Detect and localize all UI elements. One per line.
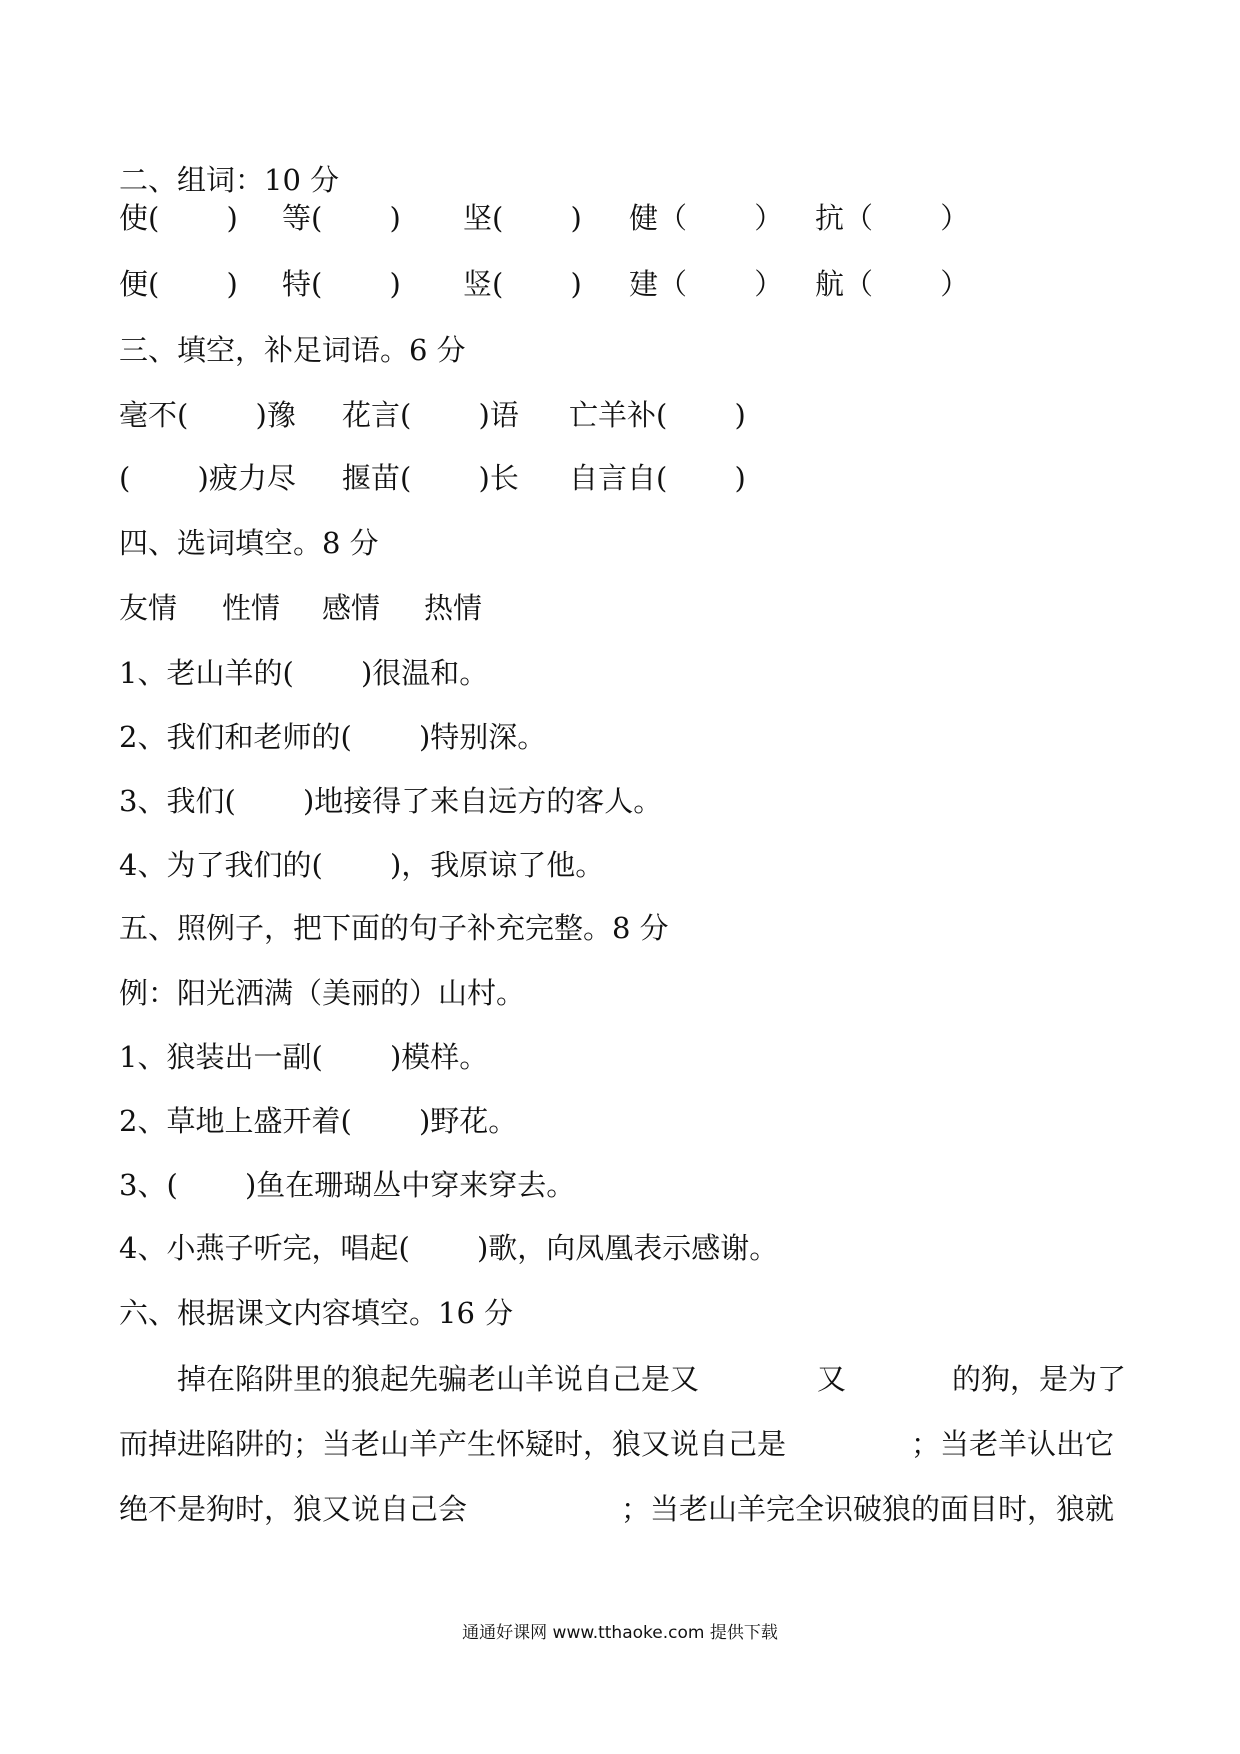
idiom-blank: 自言自( ) (569, 461, 746, 495)
paragraph-text: 绝不是狗时，狼又说自己会 (119, 1492, 468, 1526)
choice-word: 性情 (222, 591, 281, 625)
idiom-blank: ( )疲力尽 (119, 461, 296, 495)
footer-source: 通通好课网 www.tthaoke.com 提供下载 (462, 1623, 778, 1643)
section-3-heading: 三、填空，补足词语。6 分 (119, 333, 466, 367)
choice-word: 感情 (322, 591, 381, 625)
paragraph-line-1 (119, 1359, 1129, 1399)
section-4-item-4: 4、为了我们的( )，我原谅了他。 (119, 848, 605, 882)
paragraph-text: 的狗，是为了 (952, 1362, 1127, 1396)
idiom-blank: 亡羊补( ) (569, 398, 746, 432)
word-blank: 抗（ ） (815, 201, 970, 235)
choice-word: 热情 (424, 591, 483, 625)
section-4-item-2: 2、我们和老师的( )特别深。 (119, 720, 547, 754)
paragraph-text: 又 (817, 1362, 847, 1396)
section-5-heading: 五、照例子，把下面的句子补充完整。8 分 (119, 911, 669, 945)
paragraph-text: 掉在陷阱里的狼起先骗老山羊说自己是又 (119, 1362, 700, 1396)
word-blank: 竖( ) (463, 267, 582, 301)
word-blank: 建（ ） (629, 267, 784, 301)
paragraph-text: 而掉进陷阱的；当老山羊产生怀疑时，狼又说自己是 (119, 1427, 787, 1461)
paragraph-line-3 (119, 1489, 1129, 1529)
word-blank: 便( ) (119, 267, 238, 301)
section-4-item-1: 1、老山羊的( )很温和。 (119, 656, 489, 690)
paragraph-text: ；当老羊认出它 (911, 1427, 1115, 1461)
word-blank: 特( ) (282, 267, 401, 301)
paragraph-text: ；当老山羊完全识破狼的面目时，狼就 (621, 1492, 1115, 1526)
word-blank: 坚( ) (463, 201, 582, 235)
paragraph-line-2 (119, 1424, 1129, 1464)
idiom-blank: 揠苗( )长 (342, 461, 519, 495)
section-4-heading: 四、选词填空。8 分 (119, 526, 379, 560)
word-blank: 等( ) (282, 201, 401, 235)
word-blank: 航（ ） (815, 267, 970, 301)
section-5-item-3: 3、( )鱼在珊瑚丛中穿来穿去。 (119, 1168, 576, 1202)
section-5-item-4: 4、小燕子听完，唱起( )歌，向凤凰表示感谢。 (119, 1231, 779, 1265)
section-5-item-1: 1、狼装出一副( )模样。 (119, 1040, 489, 1074)
word-blank: 健（ ） (629, 201, 784, 235)
word-blank: 使( ) (119, 201, 238, 235)
section-5-example: 例：阳光洒满（美丽的）山村。 (119, 976, 526, 1010)
section-6-heading: 六、根据课文内容填空。16 分 (119, 1296, 514, 1330)
section-5-item-2: 2、草地上盛开着( )野花。 (119, 1104, 518, 1138)
section-2-heading: 二、组词：10 分 (119, 163, 340, 197)
idiom-blank: 花言( )语 (342, 398, 519, 432)
section-4-item-3: 3、我们( )地接得了来自远方的客人。 (119, 784, 663, 818)
idiom-blank: 毫不( )豫 (119, 398, 296, 432)
choice-word: 友情 (119, 591, 178, 625)
